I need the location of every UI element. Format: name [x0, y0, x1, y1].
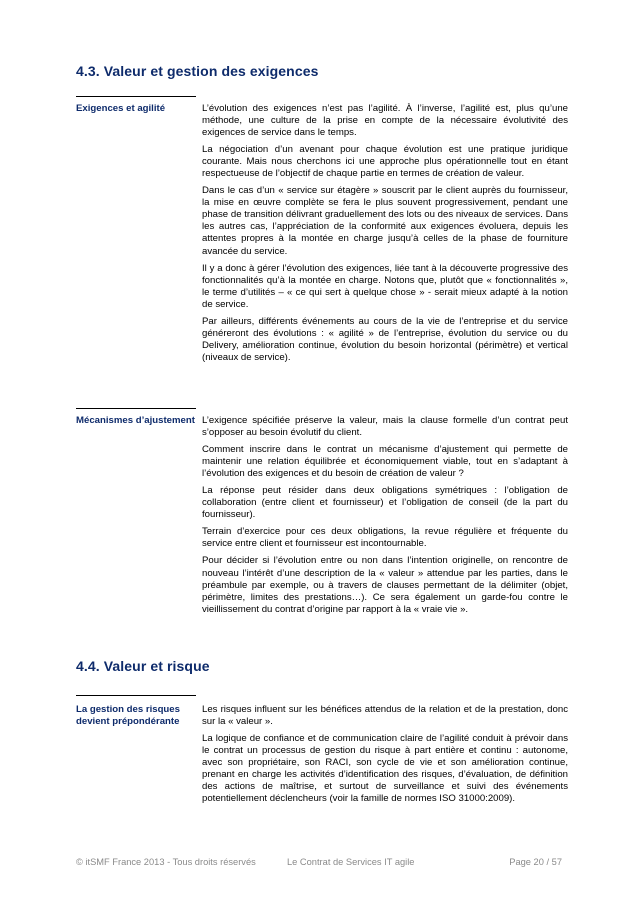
paragraph: Les risques influent sur les bénéfices attendus de la relation et de la prestation, donc sur la « valeur ». — [202, 704, 568, 728]
paragraph: Pour décider si l’évolution entre ou non dans l’intention originelle, on rencontre de nouveau l’intérêt d’une description de la « valeur » attendue par les parties, dans le préambule par exemple, ou à travers de clauses permettant de la délimiter (objet, périmètre, limites des prestations…). Ce sera également un garde-fou contre le vieillissement du contrat d’origine par rapport à la « vraie vie ». — [202, 555, 568, 615]
section-title-valeur-exigences: 4.3. Valeur et gestion des exigences — [76, 63, 319, 79]
block-divider — [76, 96, 196, 97]
block-body-gestion-risques — [202, 704, 568, 810]
paragraph: Par ailleurs, différents événements au cours de la vie de l’entreprise et du service généreront des évolutions : « agilité » de l’entreprise, évolution du service ou du Delivery, amélioration continue, évolution du besoin horizontal (périmètre) et vertical (niveaux de service). — [202, 315, 568, 363]
section-title-valeur-risque: 4.4. Valeur et risque — [76, 658, 210, 674]
paragraph: La réponse peut résider dans deux obligations symétriques : l’obligation de collaboration (entre client et fournisseur) et l’obligation de conseil (de la part du fournisseur). — [202, 485, 568, 521]
paragraph: Dans le cas d’un « service sur étagère » souscrit par le client auprès du fournisseur, la mise en œuvre complète se fera le plus souvent progressivement, pendant une phase de transition délivrant graduellement des lots ou des niveaux de services. Dans les autres cas, l’appréciation de la conformité aux exigences évoluera, depuis les attentes propres à la montée en charge jusqu’à celles de la phase de fourniture avancée du service. — [202, 185, 568, 257]
paragraph: Comment inscrire dans le contrat un mécanisme d’ajustement qui permette de maintenir une relation équilibrée et économiquement viable, tout en s’adaptant à l’évolution des exigences et du besoin de création de valeur ? — [202, 444, 568, 480]
block-body-mecanismes-ajustement — [202, 415, 568, 621]
block-divider — [76, 695, 196, 696]
block-body-exigences-agilite — [202, 103, 568, 369]
footer-page-number: Page 20 / 57 — [509, 857, 562, 867]
paragraph: Il y a donc à gérer l’évolution des exigences, liée tant à la découverte progressive des fonctionnalités qu’à la montée en charge. Notons que, plutôt que « fonctionnalités », le terme d’utilités – « ce qui sert à quelque chose » - serait mieux adapté à la notion de service. — [202, 262, 568, 310]
block-divider — [76, 408, 196, 409]
footer-copyright: © itSMF France 2013 - Tous droits réservés — [76, 857, 256, 867]
footer-doc-title: Le Contrat de Services IT agile — [287, 857, 415, 867]
block-label-exigences-agilite: Exigences et agilité — [76, 103, 166, 114]
paragraph: L’évolution des exigences n’est pas l’agilité. À l’inverse, l’agilité est, plus qu’une méthode, une culture de la prise en compte de la nécessaire évolutivité des exigences de service dans le temps. — [202, 103, 568, 139]
paragraph: Terrain d’exercice pour ces deux obligations, la revue régulière et fréquente du service entre client et fournisseur est incontournable. — [202, 526, 568, 550]
block-label-mecanismes-ajustement: Mécanismes d’ajustement — [76, 415, 195, 426]
paragraph: L’exigence spécifiée préserve la valeur, mais la clause formelle d’un contrat peut s’opposer au besoin évolutif du client. — [202, 415, 568, 439]
block-label-gestion-risques: La gestion des risques devient prépondérante — [76, 704, 180, 728]
paragraph: La négociation d’un avenant pour chaque évolution est une pratique juridique courante. Mais nous cherchons ici une approche plus opérationnelle tout en étant respectueuse de l’objectif de chaque partie en termes de création de valeur. — [202, 144, 568, 180]
paragraph: La logique de confiance et de communication claire de l’agilité conduit à prévoir dans le contrat un processus de gestion du risque à part entière et continu : autonome, avec son propriétaire, son RACI, son cycle de vie et son amélioration continue, prenant en charge les activités d’identification des risques, d’évaluation, de définition des actions de maîtrise, et surtout de surveillance et suivi des événements potentiellement déclencheurs (voir la famille de normes ISO 31000:2009). — [202, 733, 568, 805]
